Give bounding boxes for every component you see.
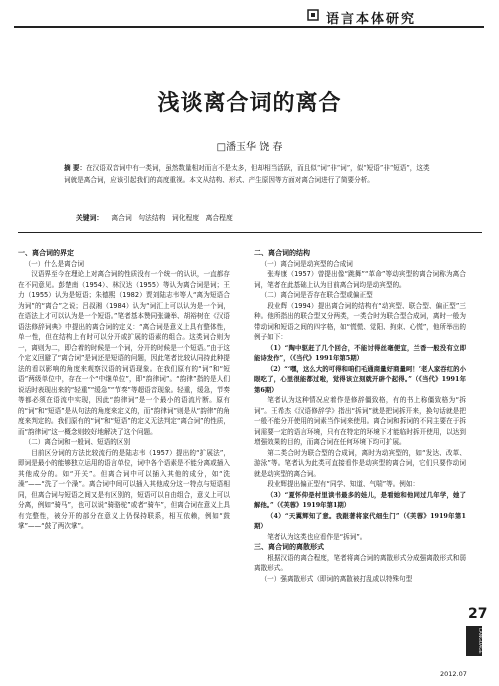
abstract-text: 在汉语双音词中有一类词，虽然数量相对而言不是太多，但却相当活跃，而且似“词”非“词”，似“短语”非“短语”，这类词就是离合词，应该引起我们的高度重视。本文从结构、形式、产生原因等方面对离合词进行了简要分析。	[64, 164, 430, 185]
section-heading: 三、离合词的离散形式	[254, 543, 324, 551]
section-label: 语言本体研究	[326, 12, 417, 27]
example-paragraph: （2）“‘嘿，这么大的可得和咱们毛通商量好商量呵！’老人家吞红的小眼吃了，心里很能都过啦，觉得该立刻就开辟个起得。”（《当代》1991年第6期）	[254, 364, 466, 394]
section-heading: 一、离合词的界定	[18, 249, 74, 257]
body-paragraph: 张寿康（1957）曾提出像“跳舞”“革命”等动宾型的离合词称为离合词，笔者在此基础上认为目前离合词均是动宾型的。	[254, 270, 466, 289]
article-authors: □潘玉华 饶 春	[216, 142, 283, 153]
subsection-heading: （二）离合词是否存在联合型或偏正型	[260, 291, 373, 299]
body-paragraph: 段业辉（1994）提出离合词的结构有“动宾型、联合型、偏正型”三种。他所指出的联合型又分两类，一类合时为联合型合成词，离时一般为带动词和短语之间的四字格，如“慌慌、觉阳、拘束、心慌”，他所举出的例子如下：	[254, 301, 466, 341]
keywords	[76, 212, 233, 222]
keyword-item: 离合程度	[205, 214, 233, 222]
body-paragraph: 段业辉提出偏正型有“同学、知道、气喘”等。例如：	[267, 480, 420, 488]
issue-date: 2012.07	[440, 670, 467, 678]
example-paragraph: （3）“夏怀仰是村里读书最多的娃儿，是看她和他同过几年学，她了解他。”（《芙蓉》1919年第1期）	[254, 490, 466, 509]
body-paragraph: 笔者认为这类也应看作是“拆词”。	[267, 532, 367, 541]
left-column	[18, 248, 230, 532]
keyword-item: 词化程度	[171, 214, 200, 222]
example-paragraph: （1）“陶中驱赶了几个回合，不能讨得丝毫便宜，兰香一般没有立即能诗发作”，（《当代》1991年第5期）	[254, 343, 466, 362]
subsection-heading: （一）强离散形式（即词的离散被打乱或以特殊句型	[260, 574, 413, 583]
keyword-item: 句法结构	[138, 214, 166, 222]
subsection-heading: （一）离合词是动宾型的合成词	[260, 259, 353, 268]
subsection-heading: （一）什么是离合词	[24, 259, 84, 268]
body-paragraph: 目前区分词的方法比较流行的是陆志韦（1957）提出的“扩展法”，即词是最小的能够独立运用的语言单位，词中各个语素是不能分离或插入其他成分的。如“开关”。但离合词中可以插入其他的成分，如“洗澡”——“洗了一个澡”。离合词中间可以插入其他成分这一特点与短语相同，但离合词与短语之间又是有区别的，短语可以自由组合，意义上可以分离，例如“骑马”，也可以说“骑骆驼”或者“骑车”，但离合词在意义上具有完整性，被分开的部分在意义上仍保持联系，相互依赖，例如“鼓掌”——“鼓了两次掌”。	[18, 448, 230, 530]
abstract-rule	[18, 232, 482, 233]
body-paragraph: 笔者认为这种情况应着作是修辞僵致格，有的书上称僵致格为“拆词”。王希杰《汉语修辞学》指出“拆词”就是把词拆开来，换句话就是把一般不能分开使用的词素当作词来使用。离合词和拆词的不同主要在于拆词需要一定的语言环境，只有在特定的环境下才能临时拆开使用，以达到增强效果的目的，而离合词在任何环境下均可扩展。	[254, 396, 466, 446]
example-paragraph: （4）“天翼辉知了意。我跟著将家代细生门”（《芙蓉》1919年第1期）	[254, 511, 466, 530]
section-marker-icon	[306, 8, 320, 22]
abstract	[64, 162, 436, 187]
side-tab: LANGUAGE	[466, 626, 482, 656]
subsection-heading: （二）离合词和一般词、短语的区别	[24, 438, 131, 446]
keywords-label: 关键词：	[76, 214, 104, 222]
abstract-label: 摘 要：	[64, 164, 87, 172]
page-number: 27	[468, 606, 488, 622]
right-column	[254, 248, 466, 584]
section-heading: 二、离合词的结构	[254, 249, 310, 257]
keyword-item: 离合词	[111, 214, 132, 222]
article-title: 浅谈离合词的离合	[157, 91, 342, 116]
body-paragraph: 汉语界至今在理论上对离合词的性质没有一个统一的认识，一直都存在不同意见。彭楚南（1954）、林汉达（1955）等认为离合词是词；王力（1955）认为是短语；朱德熙（1982）贾刘陆志韦等人“离为短语合为词”的“离合”之说；吕叔湘（1984）认为“词汇上可以认为是一个词，在语法上才可以认为是一个短语。”笔者基本赞同张谦举、胡裕树在《汉语语法修辞词典》中提出的离合词的定义：“离合词是意义上具有整体性，单一性，但在结构上有时可以分开或扩展的语素的组合。这类词合则为一，离则为二，即合着的时候是一个词，分开的时候是一个短语。”由于这个定义回避了“离合词”是词还是短语的问题，因此笔者比较认同持此种提法的看以影响的角度来观察汉语的词语现象。在我们原有的“词”和“短语”两级单位中，存在一个“中继单位”，即“韵律词”。“韵律”指的是人们说话时表现出来的“轻重”“缓急”“节奏”等超语音现象。轻重，缓急，节奏等都必须在语流中实现，因此“韵律词”是一个最小的语流片断。原有的“词”和“短语”是从句法的角度来定义的，而“韵律词”则是从“韵律”的角度来判定的。我们原有的“词”和“短语”的定义无法判定“离合词”的性质，而“韵律词”这一概念则较好地解决了这个问题。	[18, 270, 230, 436]
body-paragraph: 根据汉语的离合程度，笔者将离合词的离散形式分成强离散形式和弱离散形式。	[254, 553, 466, 572]
body-paragraph: 第二类合时为联合型的合成词，离时为动宾型的，如“发达、改革、游泳”等。笔者认为此类可直接看作是动宾型的离合词，它们只要作动词就是动宾型的离合词。	[254, 448, 466, 478]
